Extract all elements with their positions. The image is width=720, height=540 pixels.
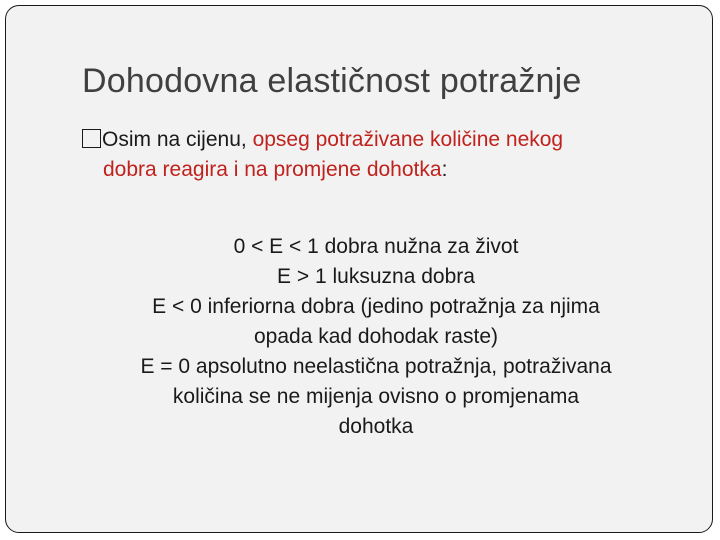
intro-highlight-1: opseg potraživane količine nekog [252, 128, 564, 151]
intro-paragraph [82, 125, 682, 185]
intro-line-2 [82, 155, 682, 185]
list-item: E = 0 apsolutno neelastična potražnja, potraživana [140, 355, 612, 378]
bullet-box-icon [82, 129, 101, 148]
slide-frame [5, 5, 713, 533]
list-item: 0 < E < 1 dobra nužna za život [233, 235, 519, 258]
list-item: E < 0 inferiorna dobra (jedino potražnja za njima [152, 295, 600, 318]
list-item: E > 1 luksuzna dobra [277, 265, 475, 288]
intro-tail: : [441, 158, 448, 181]
list-item: dohotka [338, 415, 414, 438]
elasticity-list [76, 232, 676, 442]
list-item: količina se ne mijenja ovisno o promjenama [172, 385, 580, 408]
intro-lead: Osim na cijenu, [102, 128, 253, 151]
list-item: opada kad dohodak raste) [253, 325, 498, 348]
slide-title: Dohodovna elastičnost potražnje [82, 62, 582, 100]
intro-highlight-2: dobra reagira i na promjene dohotka [103, 158, 442, 181]
